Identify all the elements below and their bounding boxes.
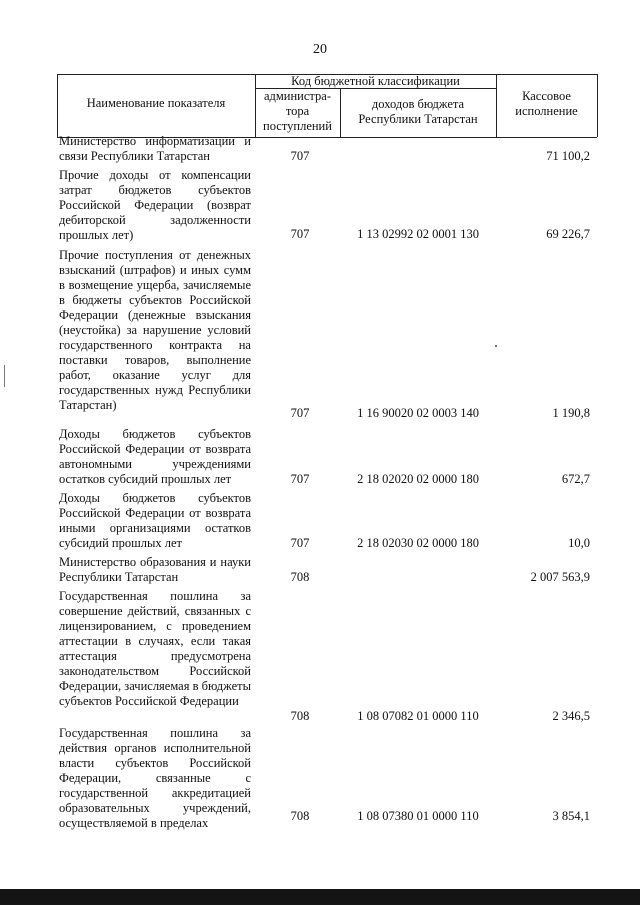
row-admin-code: 707 <box>290 149 310 163</box>
row-admin-code: 707 <box>290 472 310 486</box>
header-income-code: доходов бюджета Республики Татарстан <box>358 97 478 126</box>
row-admin-code: 707 <box>290 536 310 550</box>
row-amount: 69 226,7 <box>546 227 590 241</box>
row-income-code: 1 08 07380 01 0000 110 <box>357 809 479 823</box>
row-amount: 1 190,8 <box>552 406 590 420</box>
row-name: Прочие доходы от компенсации затрат бюджетов субъектов Российской Федерации (возврат дебиторской задолженности прошлых лет) <box>59 168 251 242</box>
row-amount: 3 854,1 <box>552 809 590 823</box>
row-name: Доходы бюджетов субъектов Российской Федерации от возврата иными организациями остатков субсидий прошлых лет <box>59 491 251 550</box>
row-name: Государственная пошлина за совершение действий, связанных с лицензированием, с проведением аттестации в случаях, если такая аттестация предусмотрена законодательством Российской Федерации, зачисляемая в бюджеты субъектов Российской Федерации <box>59 589 251 708</box>
row-admin-code: 707 <box>290 406 310 420</box>
scan-bottom-edge <box>0 889 640 905</box>
table-header <box>0 0 640 140</box>
scan-mark <box>495 345 497 347</box>
row-amount: 10,0 <box>568 536 590 550</box>
page-number: 20 <box>313 42 327 57</box>
row-name: Прочие поступления от денежных взысканий (штрафов) и иных сумм в возмещение ущерба, зачисляемые в бюджеты субъектов Российской Федерации (денежные взыскания (неустойка) за нарушение условий государственного контракта на поставки товаров, выполнение работ, оказание услуг для государственных нужд Республики Татарстан) <box>59 248 251 412</box>
row-income-code: 1 08 07082 01 0000 110 <box>357 709 479 723</box>
row-admin-code: 707 <box>290 227 310 241</box>
row-income-code: 1 13 02992 02 0001 130 <box>357 227 479 241</box>
row-income-code: 1 16 90020 02 0003 140 <box>357 406 479 420</box>
row-name: Доходы бюджетов субъектов Российской Федерации от возврата автономными учреждениями остатков субсидий прошлых лет <box>59 427 251 486</box>
row-amount: 2 007 563,9 <box>530 570 590 584</box>
row-income-code: 2 18 02030 02 0000 180 <box>357 536 479 550</box>
row-amount: 672,7 <box>561 472 590 486</box>
row-amount: 71 100,2 <box>546 149 590 163</box>
row-admin-code: 708 <box>290 570 310 584</box>
row-name: Министерство информатизации и связи Республики Татарстан <box>59 134 251 163</box>
header-name: Наименование показателя <box>86 96 226 110</box>
row-name: Государственная пошлина за действия органов исполнительной власти субъектов Российской Федерации, связанные с государственной аккредитацией образовательных учреждений, осуществляемой в пределах <box>59 726 251 830</box>
row-amount: 2 346,5 <box>552 709 590 723</box>
header-budget-code: Код бюджетной классификации <box>291 74 460 88</box>
header-execution: Кассовое исполнение <box>515 89 578 118</box>
row-admin-code: 708 <box>290 709 310 723</box>
row-income-code: 2 18 02020 02 0000 180 <box>357 472 479 486</box>
row-name: Министерство образования и науки Республики Татарстан <box>59 555 251 584</box>
row-admin-code: 708 <box>290 809 310 823</box>
scan-mark <box>4 365 5 387</box>
header-admin: администра- тора поступлений <box>263 89 332 133</box>
